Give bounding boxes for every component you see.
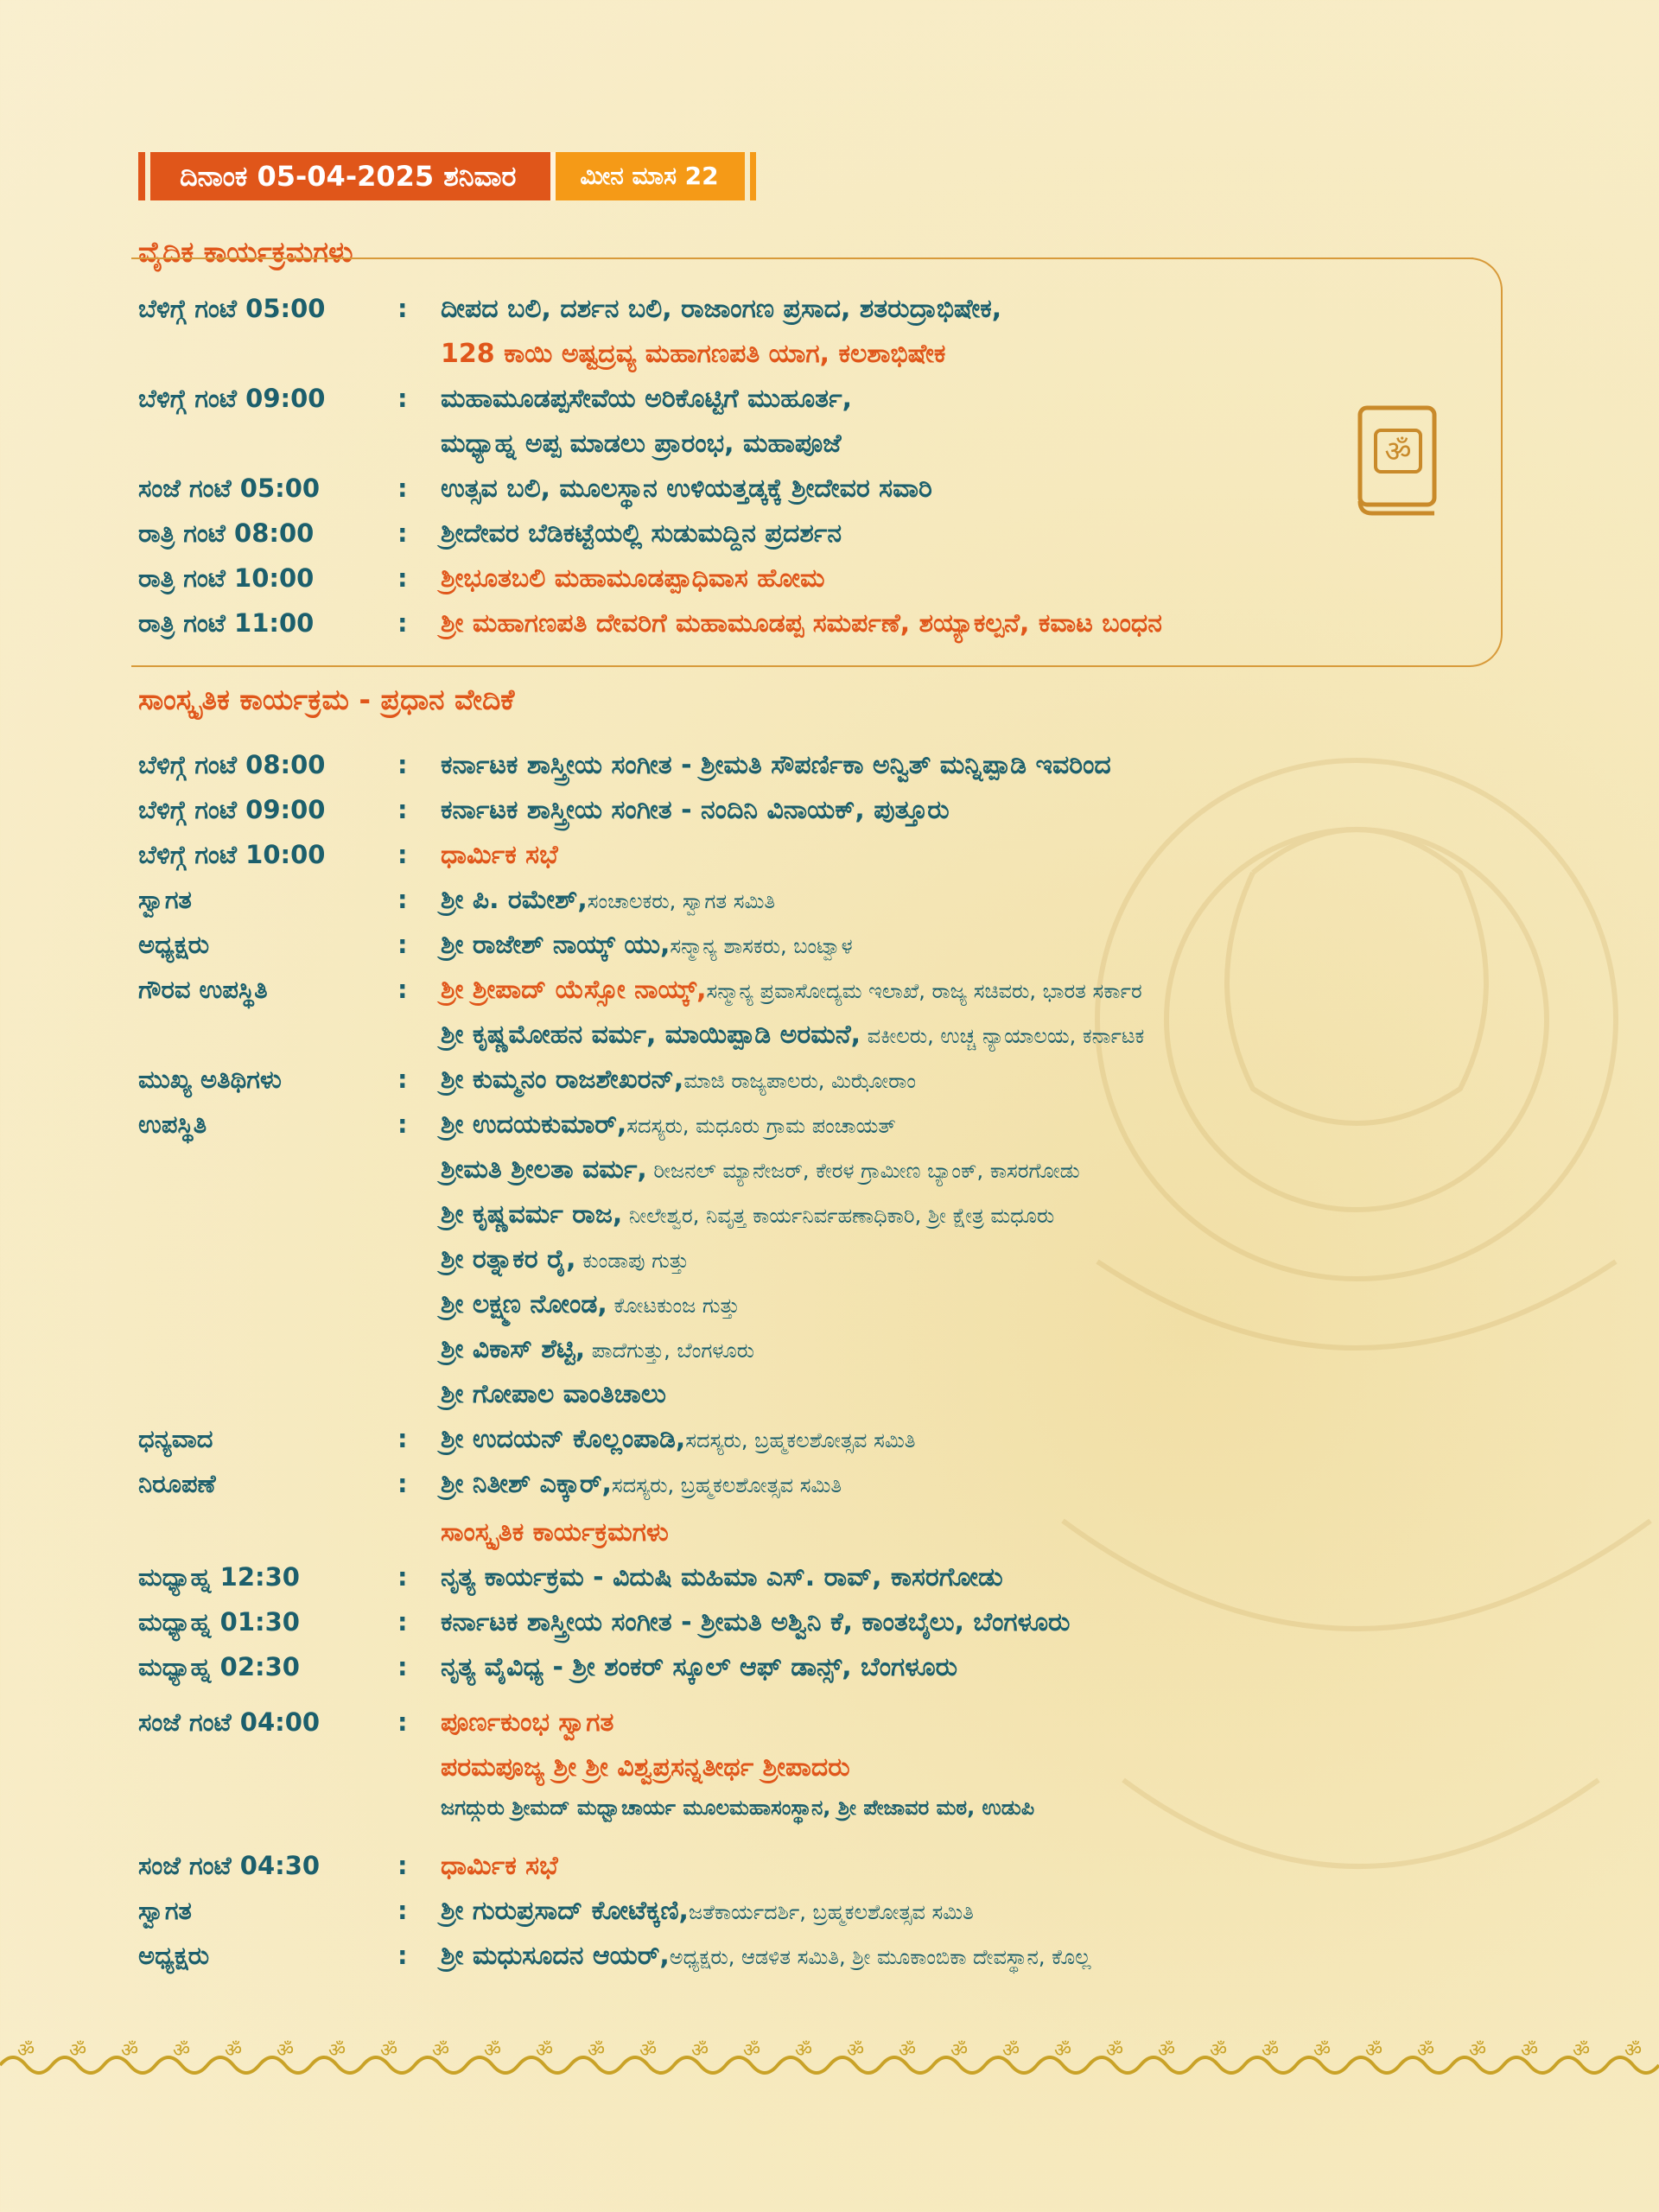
colon: :: [397, 1652, 408, 1681]
attendee-item: [441, 1154, 1080, 1185]
person-desc: ಸನ್ಮಾನ್ಯ ಶಾಸಕರು, ಬಂಟ್ವಾಳ: [670, 934, 853, 958]
time-label: ರಾತ್ರಿ ಗಂಟೆ 08:00: [138, 518, 315, 548]
person-desc: ಸದಸ್ಯರು, ಮಧೂರು ಗ್ರಾಮ ಪಂಚಾಯತ್: [626, 1114, 896, 1138]
person-name: ಶ್ರೀ ಗುರುಪ್ರಸಾದ್ ಕೋಟೆಕ್ಕಣಿ,: [441, 1896, 689, 1926]
person-name: ಶ್ರೀ ಮಧುಸೂದನ ಆಯರ್,: [441, 1941, 670, 1971]
attendee-item: [441, 1334, 754, 1364]
person-name: ಶ್ರೀ ಲಕ್ಷ್ಮಣ ನೋಂಡ,: [441, 1289, 607, 1319]
border-om-glyph: ॐ: [276, 2040, 295, 2062]
time-label: ಬೆಳಿಗ್ಗೆ ಗಂಟೆ 09:00: [138, 795, 326, 824]
role-label: ಗೌರವ ಉಪಸ್ಥಿತಿ: [138, 975, 268, 1004]
time-label: ಮಧ್ಯಾಹ್ನ 02:30: [138, 1652, 300, 1681]
border-om-glyph: ॐ: [1520, 2040, 1539, 2062]
person-name: ಶ್ರೀ ಕುಮ್ಮನಂ ರಾಜಶೇಖರನ್,: [441, 1065, 684, 1095]
person-name: ಶ್ರೀ ರತ್ನಾಕರ ರೈ,: [441, 1244, 576, 1274]
role-row: [138, 885, 775, 915]
person-desc: ವಕೀಲರು, ಉಚ್ಚ ನ್ಯಾಯಾಲಯ, ಕರ್ನಾಟಕ: [861, 1024, 1145, 1048]
time-label: ಸಂಜೆ ಗಂಟೆ 05:00: [138, 474, 321, 503]
person-name: ಶ್ರೀಮತಿ ಶ್ರೀಲತಾ ವರ್ಮ,: [441, 1154, 647, 1185]
person-desc: ಮಾಜಿ ರಾಜ್ಯಪಾಲರು, ಮಿಝೋರಾಂ: [683, 1069, 916, 1093]
program-row: [138, 1607, 1070, 1637]
person-name: ಶ್ರೀ ಉದಯನ್ ಕೊಲ್ಲಂಪಾಡಿ,: [441, 1424, 686, 1454]
program-row: [138, 750, 1111, 780]
program-row: [138, 795, 950, 825]
role-row: [138, 975, 1142, 1005]
colon: :: [397, 975, 408, 1004]
time-label: ರಾತ್ರಿ ಗಂಟೆ 11:00: [138, 608, 315, 638]
person-name: ಶ್ರೀ ಗೋಪಾಲ ವಾಂತಿಚಾಲು: [441, 1379, 666, 1409]
border-om-glyph: ॐ: [120, 2040, 139, 2062]
border-om-glyph: ॐ: [483, 2040, 502, 2062]
colon: :: [397, 384, 408, 413]
event-text: ಕರ್ನಾಟಕ ಶಾಸ್ತ್ರೀಯ ಸಂಗೀತ - ನಂದಿನಿ ವಿನಾಯಕ್, ಪುತ್ತೂರು: [441, 795, 950, 825]
event-text: ಶ್ರೀದೇವರ ಬೆಡಿಕಟ್ಟೆಯಲ್ಲಿ ಸುಡುಮದ್ದಿನ ಪ್ರದರ್ಶನ: [441, 518, 842, 549]
person-name: ಶ್ರೀ ಉದಯಕುಮಾರ್,: [441, 1109, 627, 1140]
header-right-bar: [750, 152, 756, 200]
event-text: ನೃತ್ಯ ವೈವಿಧ್ಯ - ಶ್ರೀ ಶಂಕರ್ ಸ್ಕೂಲ್ ಆಫ್ ಡಾನ್ಸ್, ಬೆಂಗಳೂರು: [441, 1652, 958, 1682]
border-om-glyph: ॐ: [690, 2040, 709, 2062]
role-row: [138, 1469, 842, 1499]
header-month: ಮೀನ ಮಾಸ 22: [556, 152, 744, 200]
colon: :: [397, 1851, 408, 1880]
colon: :: [397, 795, 408, 824]
person-desc: ಅಧ್ಯಕ್ಷರು, ಆಡಳಿತ ಸಮಿತಿ, ಶ್ರೀ ಮೂಕಾಂಬಿಕಾ ದೇವಸ್ಥಾನ, ಕೊಲ್ಲ: [669, 1945, 1091, 1969]
border-om-glyph: ॐ: [1209, 2040, 1228, 2062]
colon: :: [397, 1109, 408, 1139]
person-desc: ನೀಲೇಶ್ವರ, ನಿವೃತ್ತ ಕಾರ್ಯನಿರ್ವಹಣಾಧಿಕಾರಿ, ಶ್ರೀ ಕ್ಷೇತ್ರ ಮಧೂರು: [622, 1204, 1055, 1228]
border-om-glyph: ॐ: [379, 2040, 398, 2062]
attendee-item: [441, 1379, 666, 1409]
border-om-glyph: ॐ: [1053, 2040, 1072, 2062]
date-header: [138, 152, 756, 200]
border-om-glyph: ॐ: [1261, 2040, 1280, 2062]
role-label: ಸ್ವಾಗತ: [138, 1896, 192, 1925]
border-om-glyph: ॐ: [1157, 2040, 1176, 2062]
person-desc: ಪಾದೆಗುತ್ತು, ಬೆಂಗಳೂರು: [585, 1338, 755, 1363]
role-row: [138, 1065, 916, 1095]
border-om-glyph: ॐ: [1468, 2040, 1487, 2062]
event-text: ಮಹಾಮೂಡಪ್ಪಸೇವೆಯ ಅರಿಕೊಟ್ಟಿಗೆ ಮುಹೂರ್ತ,: [441, 384, 852, 414]
colon: :: [397, 294, 408, 323]
colon: :: [397, 1896, 408, 1925]
person-name: ಶ್ರೀ ರಾಜೇಶ್ ನಾಯ್ಕ್ ಯು,: [441, 930, 671, 960]
colon: :: [397, 1469, 408, 1498]
role-label: ಅಧ್ಯಕ್ಷರು: [138, 930, 210, 959]
time-label: ಮಧ್ಯಾಹ್ನ 12:30: [138, 1562, 300, 1592]
event-text-continued: ಮಧ್ಯಾಹ್ನ ಅಪ್ಪ ಮಾಡಲು ಪ್ರಾರಂಭ, ಮಹಾಪೂಜೆ: [441, 429, 842, 459]
person-name: ಶ್ರೀ ವಿಕಾಸ್ ಶೆಟ್ಟಿ,: [441, 1334, 586, 1364]
colon: :: [397, 518, 408, 548]
om-symbol: ॐ: [1384, 435, 1412, 469]
vaidika-row: [138, 608, 1162, 639]
event-text: ಕರ್ನಾಟಕ ಶಾಸ್ತ್ರೀಯ ಸಂಗೀತ - ಶ್ರೀಮತಿ ಅಶ್ವಿನಿ ಕೆ, ಕಾಂತಬೈಲು, ಬೆಂಗಳೂರು: [441, 1607, 1071, 1637]
border-om-glyph: ॐ: [587, 2040, 606, 2062]
attendee-item: [441, 1289, 740, 1319]
vaidika-row: [138, 294, 1001, 324]
role-label: ಉಪಸ್ಥಿತಿ: [138, 1109, 207, 1139]
person-desc: ಕೋಟಕುಂಜ ಗುತ್ತು: [607, 1294, 740, 1318]
border-om-glyph: ॐ: [846, 2040, 865, 2062]
time-label: ಬೆಳಿಗ್ಗೆ ಗಂಟೆ 08:00: [138, 750, 326, 779]
attendee-item: [441, 1244, 689, 1274]
role-row: [138, 930, 853, 960]
role-row: [138, 1109, 896, 1140]
time-label: ರಾತ್ರಿ ಗಂಟೆ 10:00: [138, 563, 315, 593]
border-wave: [0, 2057, 1659, 2073]
colon: :: [397, 474, 408, 503]
program-row: [138, 1707, 613, 1738]
header-left-bar: [138, 152, 145, 200]
event-text: ಧಾರ್ಮಿಕ ಸಭೆ: [441, 1851, 558, 1881]
time-label: ಬೆಳಿಗ್ಗೆ ಗಂಟೆ 05:00: [138, 294, 326, 323]
border-om-glyph: ॐ: [68, 2040, 87, 2062]
border-om-glyph: ॐ: [898, 2040, 917, 2062]
border-om-glyph: ॐ: [327, 2040, 346, 2062]
border-om-glyph: ॐ: [950, 2040, 969, 2062]
time-label: ಮಧ್ಯಾಹ್ನ 01:30: [138, 1607, 300, 1637]
sub-section-title: ಸಾಂಸ್ಕೃತಿಕ ಕಾರ್ಯಕ್ರಮಗಳು: [441, 1517, 669, 1548]
border-om-glyph: ॐ: [1313, 2040, 1332, 2062]
person-desc: ರೀಜನಲ್ ಮ್ಯಾನೇಜರ್, ಕೇರಳ ಗ್ರಾಮೀಣ ಬ್ಯಾಂಕ್, ಕಾಸರಗೋಡು: [646, 1159, 1080, 1183]
colon: :: [397, 1562, 408, 1592]
event-text: ದೀಪದ ಬಲಿ, ದರ್ಶನ ಬಲಿ, ರಾಜಾಂಗಣ ಪ್ರಸಾದ, ಶತರುದ್ರಾಭಿಷೇಕ,: [441, 294, 1002, 324]
time-label: ಸಂಜೆ ಗಂಟೆ 04:30: [138, 1851, 321, 1880]
role-label: ಮುಖ್ಯ ಅತಿಥಿಗಳು: [138, 1065, 282, 1094]
border-om-glyph: ॐ: [794, 2040, 813, 2062]
time-label: ಬೆಳಿಗ್ಗೆ ಗಂಟೆ 09:00: [138, 384, 326, 413]
border-om-glyph: ॐ: [639, 2040, 658, 2062]
border-om-glyph: ॐ: [1105, 2040, 1124, 2062]
time-label: ಸಂಜೆ ಗಂಟೆ 04:00: [138, 1707, 321, 1737]
event-text: ಶ್ರೀಭೂತಬಲಿ ಮಹಾಮೂಡಪ್ಪಾಧಿವಾಸ ಹೋಮ: [441, 563, 825, 594]
vaidika-title: ವೈದಿಕ ಕಾರ್ಯಕ್ರಮಗಳು: [138, 235, 353, 269]
role-label: ಧನ್ಯವಾದ: [138, 1424, 213, 1453]
border-om-glyph: ॐ: [16, 2040, 35, 2062]
person-name: ಶ್ರೀ ಕೃಷ್ಣವರ್ಮ ರಾಜ,: [441, 1199, 623, 1230]
border-om-glyph: ॐ: [742, 2040, 761, 2062]
event-text-continued: 128 ಕಾಯಿ ಅಷ್ಟದ್ರವ್ಯ ಮಹಾಗಣಪತಿ ಯಾಗ, ಕಲಶಾಭಿಷೇಕ: [441, 339, 946, 369]
border-om-glyph: ॐ: [431, 2040, 450, 2062]
role-row: [138, 1424, 916, 1454]
program-row: [138, 1652, 957, 1682]
person-desc: ಜತೆಕಾರ್ಯದರ್ಶಿ, ಬ್ರಹ್ಮಕಲಶೋತ್ಸವ ಸಮಿತಿ: [688, 1900, 974, 1924]
deity-watermark: [994, 657, 1659, 2039]
person-name: ಶ್ರೀ ನಿತೀಶ್ ಎಕ್ಕಾರ್,: [441, 1469, 612, 1499]
program-row: [138, 1851, 558, 1881]
om-border-decoration: [0, 2032, 1659, 2084]
colon: :: [397, 1707, 408, 1737]
vaidika-row: [138, 518, 842, 549]
role-label: ನಿರೂಪಣೆ: [138, 1469, 216, 1498]
header-date: ದಿನಾಂಕ 05-04-2025 ಶನಿವಾರ: [150, 152, 550, 200]
role-row: [138, 1896, 974, 1926]
program-row: [138, 840, 558, 870]
person-desc: ಸನ್ಮಾನ್ಯ ಪ್ರವಾಸೋದ್ಯಮ ಇಲಾಖೆ, ರಾಜ್ಯ ಸಚಿವರು, ಭಾರತ ಸರ್ಕಾರ: [706, 979, 1142, 1003]
om-book-icon: [1355, 404, 1441, 517]
border-om-glyph: ॐ: [1572, 2040, 1591, 2062]
border-om-glyph: ॐ: [1364, 2040, 1383, 2062]
event-text: ಶ್ರೀ ಮಹಾಗಣಪತಿ ದೇವರಿಗೆ ಮಹಾಮೂಡಪ್ಪ ಸಮರ್ಪಣೆ, ಶಯ್ಯಾಕಲ್ಪನೆ, ಕವಾಟ ಬಂಧನ: [441, 608, 1162, 639]
colon: :: [397, 608, 408, 638]
border-om-glyph: ॐ: [1416, 2040, 1435, 2062]
border-om-glyph: ॐ: [172, 2040, 191, 2062]
role-row: [138, 1941, 1091, 1971]
role-row-continued: [441, 1020, 1144, 1050]
event-text: ಕರ್ನಾಟಕ ಶಾಸ್ತ್ರೀಯ ಸಂಗೀತ - ಶ್ರೀಮತಿ ಸೌಪರ್ಣಿಕಾ ಅನ್ವಿತ್ ಮನ್ನಿಪ್ಪಾಡಿ ಇವರಿಂದ: [441, 750, 1111, 780]
colon: :: [397, 1941, 408, 1970]
colon: :: [397, 840, 408, 869]
swamiji-title: ಜಗದ್ಗುರು ಶ್ರೀಮದ್ ಮಧ್ವಾಚಾರ್ಯ ಮೂಲಮಹಾಸಂಸ್ಥಾನ, ಶ್ರೀ ಪೇಜಾವರ ಮಠ, ಉಡುಪಿ: [441, 1796, 1035, 1820]
colon: :: [397, 563, 408, 593]
vaidika-row: [138, 563, 825, 594]
event-text: ಪೂರ್ಣಕುಂಭ ಸ್ವಾಗತ: [441, 1707, 614, 1738]
person-desc: ಸದಸ್ಯರು, ಬ್ರಹ್ಮಕಲಶೋತ್ಸವ ಸಮಿತಿ: [611, 1473, 842, 1497]
event-text: ನೃತ್ಯ ಕಾರ್ಯಕ್ರಮ - ವಿದುಷಿ ಮಹಿಮಾ ಎಸ್. ರಾವ್, ಕಾಸರಗೋಡು: [441, 1562, 1003, 1592]
role-label: ಅಧ್ಯಕ್ಷರು: [138, 1941, 210, 1970]
colon: :: [397, 1607, 408, 1637]
person-name: ಶ್ರೀ ಶ್ರೀಪಾದ್ ಯೆಸ್ಸೋ ನಾಯ್ಕ್,: [441, 975, 707, 1005]
colon: :: [397, 885, 408, 914]
colon: :: [397, 1424, 408, 1453]
vaidika-row: [138, 384, 852, 414]
sanskritika-title: ಸಾಂಸ್ಕೃತಿಕ ಕಾರ್ಯಕ್ರಮ - ಪ್ರಧಾನ ವೇದಿಕೆ: [138, 683, 515, 716]
time-label: ಬೆಳಿಗ್ಗೆ ಗಂಟೆ 10:00: [138, 840, 326, 869]
border-om-glyph: ॐ: [224, 2040, 243, 2062]
border-om-glyph: ॐ: [535, 2040, 554, 2062]
person-name: ಶ್ರೀ ಕೃಷ್ಣಮೋಹನ ವರ್ಮ, ಮಾಯಿಪ್ಪಾಡಿ ಅರಮನೆ,: [441, 1020, 861, 1050]
border-om-glyph: ॐ: [1001, 2040, 1020, 2062]
role-label: ಸ್ವಾಗತ: [138, 885, 192, 914]
person-name: ಶ್ರೀ ಪಿ. ರಮೇಶ್,: [441, 885, 588, 915]
event-text: ಉತ್ಸವ ಬಲಿ, ಮೂಲಸ್ಥಾನ ಉಳಿಯತ್ತಡ್ಕಕ್ಕೆ ಶ್ರೀದೇವರ ಸವಾರಿ: [441, 474, 932, 504]
vaidika-frame-top-line: [436, 257, 1473, 259]
colon: :: [397, 750, 408, 779]
event-text: ಧಾರ್ಮಿಕ ಸಭೆ: [441, 840, 558, 870]
program-row: [138, 1562, 1003, 1592]
swamiji-name: ಪರಮಪೂಜ್ಯ ಶ್ರೀ ಶ್ರೀ ವಿಶ್ವಪ್ರಸನ್ನತೀರ್ಥ ಶ್ರೀಪಾದರು: [441, 1752, 850, 1783]
vaidika-row: [138, 474, 932, 504]
attendee-item: [441, 1199, 1054, 1230]
colon: :: [397, 1065, 408, 1094]
person-desc: ಸಂಚಾಲಕರು, ಸ್ವಾಗತ ಸಮಿತಿ: [587, 889, 776, 913]
person-desc: ಸದಸ್ಯರು, ಬ್ರಹ್ಮಕಲಶೋತ್ಸವ ಸಮಿತಿ: [685, 1428, 916, 1452]
border-om-glyph: ॐ: [1624, 2040, 1643, 2062]
colon: :: [397, 930, 408, 959]
person-desc: ಕುಂಡಾಪು ಗುತ್ತು: [575, 1249, 690, 1273]
